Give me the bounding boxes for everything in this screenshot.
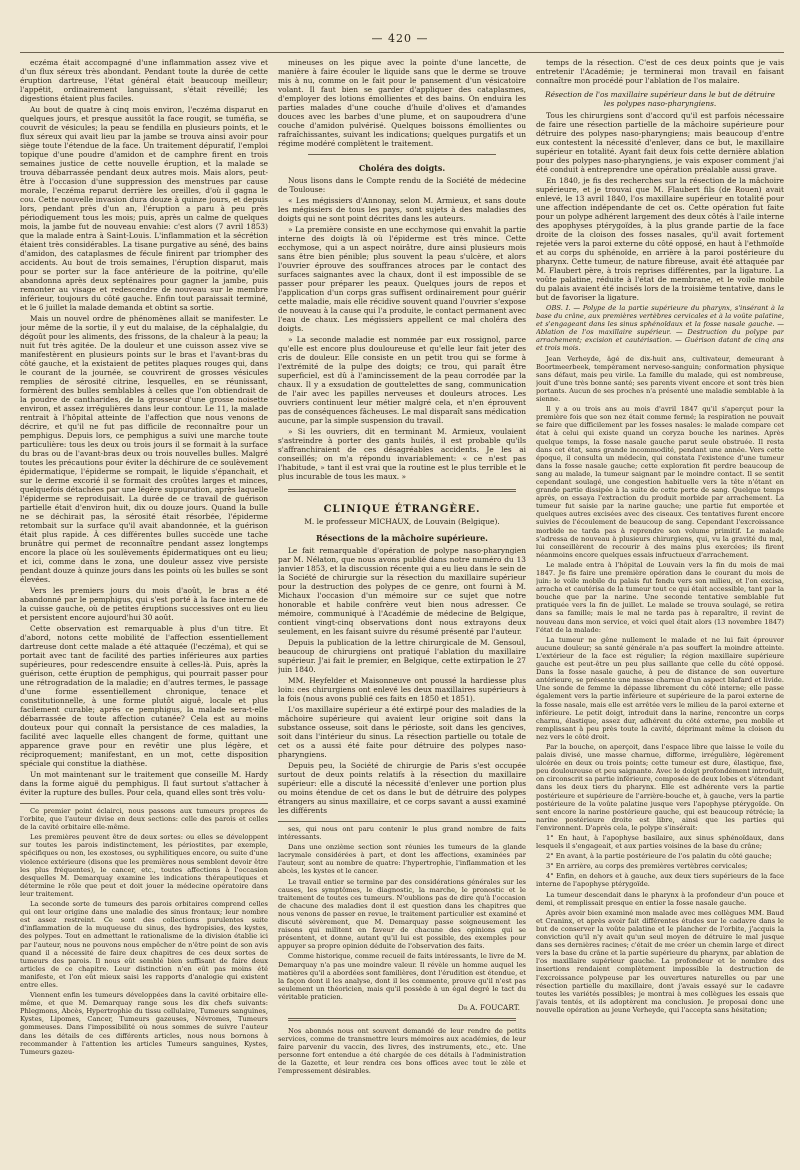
paragraph: Mais un nouvel ordre de phénomènes allait se manifester. Le jour même de la sortie, il y eut du malaise, de la céphalalgie, du dégoût pour les aliments, des frissons, de la chaleur à la peau; la nuit fut très agitée. De la douleur et une cuisson assez vive se manifestèrent en plusieurs points sur le bras et l'avant-bras du côté gauche, et la existaient de petites plaques rouges qui, dans le courant de la journée, se couvrirent de grosses vésicules remplies de sérosité citrine, lesquelles, en se réunissant, formèrent des bulles semblables à celles que l'on obtiendrait de la poudre de cantharides, de la grosseur d'une grosse noisette environ, et assez irrégulières dans leur contour. Le 11, la malade rentrait à l'hôpital atteinte de l'affection que nous venons de décrire, et qu'il ne fut pas difficile de reconnaître pour un pemphigus. Depuis lors, ce pemphigus a suivi une marche toute particulière: tous les deux ou trois jours il se formait à la surface du bras ou de l'avant-bras deux ou trois nouvelles bulles. Malgré toutes les précautions pour éviter la déchirure de ce soulèvement épidermatique, l'épiderme se rompait, le liquide s'épanchait, et sur le derme excorié il se formait des croûtes larges et minces, quelquefois détachées par une légère suppuration, après laquelle l'épiderme se reproduisait. La durée de ce travail de guérison partielle était d'environ huit, dix ou douze jours. Quand la bulle ne se déchirait pas, la sérosité était résorbée, l'épiderme retombait sur la surface qu'il avait abandonnée, et la guérison était plus rapide. À ces différentes bulles succède une tache brunâtre qui permet de reconnaître pendant assez longtemps encore la place où les soulèvements épidermatiques ont eu lieu; et ici, comme dans le zona, une douleur assez vive persiste pendant douze à quinze jours dans les points où les bulles se sont élevées. [20, 314, 268, 584]
paragraph: eczéma était accompagné d'une inflammation assez vive et d'un flux séreux très abondant. Pendant toute la durée de cette éruption dartreuse, l'état général était beaucoup meilleur; l'appétit, ordinairement languissant, s'était réveillé; les digestions étaient plus faciles. [20, 58, 268, 103]
clinique-subheading: M. le professeur MICHAUX, de Louvain (Belgique). [304, 517, 500, 526]
cholera-heading: Choléra des doigts. [358, 163, 446, 173]
paragraph: Au bout de quatre à cinq mois environ, l'eczéma disparut en quelques jours, et presque aussitôt la face rougit, se tuméfia, se couvrit de vésicules; la peau se fendilla en plusieurs points, et le flux séreux qui avait lieu par la jambe se trouva ainsi avoir pour siège toute l'étendue de la face. Un traitement dépuratif, l'emploi topique d'une poudre d'amidon et de camphre firent en trois semaines justice de cette nouvelle éruption, et la malade se trouva débarrassée pendant deux autres mois. Mais alors, peut-être à l'occasion d'une suppression des menstrues par cause morale, l'eczéma reparut derrière les oreilles, d'où il gagna le cou. Cette nouvelle invasion dura douze à quinze jours, et depuis lors, pendant près d'un an, l'éruption a paru à peu près périodiquement tous les mois; puis, après un calme de quelques mois, la jambe fut de nouveau envahie: c'est alors (7 avril 1853) que la malade entra à Saint-Louis. L'inflammation et la sécrétion étaient très considérables. La tisane purgative au séné, des bains d'amidon, des cataplasmes de fécule finirent par triompher des accidents. Au bout de trois semaines, l'éruption disparut, mais pour se porter sur la face antérieure de la poitrine, qu'elle abandonna après deux septénaires pour gagner la jambe, puis remonter au visage et redescendre de nouveau sur le membre inférieur, toujours du côté gauche. Enfin tout paraissait terminé, et le 6 juillet la malade demanda et obtint sa sortie. [20, 105, 268, 312]
resection-heading: Résections de la mâchoire supérieure. [316, 533, 488, 543]
paragraph: mineuses on les pique avec la pointe d'une lancette, de manière à faire écouler le liquide sans que le derme se trouve mis à nu, comme on le fait pour le pansement d'un vésicatoire volant. Il faut bien se garder d'appliquer des cataplasmes, d'employer des lotions émollientes et des bains. On enduira les parties malades d'une couche d'huile d'olives et d'amandes douces avec les barbes d'une plume, et on saupoudrera d'une couche d'amidon pulvérisé. Quelques boissons émollientes ou rafraîchissantes, suivant les indications; quelques purgatifs et un régime modéré complètent le traitement. [278, 58, 526, 148]
paragraph: Viennent enfin les tumeurs développées dans la cavité orbitaire elle-même, et que M. Demarquay range sous les dix chefs suivants: Phlegmons, Abcès, Hypertrophie du tissu cellulaire, Tumeurs sanguines, Kystes, Lipomes, Cancer, Tumeurs gazeuses, Névromes, Tumeurs gommeuses. Dans l'impossibilité où nous sommes de suivre l'auteur dans les détails de ces différents articles, nous nous bornons à recommander à l'attention les articles Tumeurs sanguines, Kystes, Tumeurs gazeu- [20, 991, 268, 1056]
paragraph: 4° Enfin, en dehors et à gauche, aux deux tiers supérieurs de la face interne de l'apophyse ptérygoïde. [536, 872, 784, 889]
paragraph: La seconde sorte de tumeurs des parois orbitaires comprend celles qui ont leur origine dans une maladie des sinus frontaux; leur nombre est assez restreint. Ce sont des collections purulentes suite d'inflammation de la muqueuse du sinus, des hydropisies, des kystes, des polypes. Tout en admettant le rationalisme de la division établie ici par l'auteur, nous ne pouvons nous empêcher de n'être point de son avis quand il a nécessité de faire deux chapitres de ces deux sortes de tumeurs des parois. Il nous eût semblé bien suffisant de faire deux articles de ce chapitre. Leur distinction n'en eût pas moins été manifeste, et l'on eût mieux saisi les rapports d'analogie qui existent entre elles. [20, 900, 268, 989]
paragraph: Après avoir bien examiné mon malade avec mes collègues MM. Baud et Craninx, et après avoir fait différentes études sur le cadavre dans le but de conserver la voûte palatine et le plancher de l'orbite, j'acquis la conviction qu'il n'y avait qu'un seul moyen de détruire le mal jusque dans ses dernières racines; c'était de me créer un chemin large et direct vers la base du crâne et la partie supérieure du pharynx, par ablation de l'os maxillaire supérieur gauche. La profondeur et le nombre des insertions rendaient complètement impossible la destruction de l'excroissance polypeuse par les ouvertures naturelles ou par une résection partielle du maxillaire, dont j'avais essayé sur le cadavre toutes les variétés possibles; je montrai à mes collègues les essais que j'avais tentés, et ils adoptèrent ma conclusion. Je proposai donc une nouvelle opération au jeune Verheyde, qui l'accepta sans hésitation; [536, 908, 784, 1014]
paragraph: 3° En arrière, au corps des premières vertèbres cervicales; [546, 862, 748, 871]
page-number: — 420 — [371, 32, 429, 45]
paragraph: Dans une onzième section sont réunies les tumeurs de la glande lacrymale considérées à part, et dont les affections, examinées par l'auteur, sont au nombre de quatre: l'hypertrophie, l'inflammation et les abcès, les kystes et le cancer. [278, 843, 526, 876]
paragraph: Le malade entra à l'hôpital de Louvain vers la fin du mois de mai 1847. Je fis faire une première opération dans le courant du mois de juin: le voile mobile du palais fut fendu vers son milieu, et l'on excisa, arracha et cautérisa de la tumeur tout ce qui était accessible, tant par la bouche que par la narine. Une seconde tentative semblable fut pratiquée vers la fin de juillet. Le malade se trouva soulagé, se retira dans sa famille; mais le mal ne tarda pas à reparaître, il revint de nouveau dans mon service, et voici quel était alors (13 novembre 1847) l'état de la malade: [536, 560, 784, 634]
header-rule [20, 52, 784, 53]
column-1-text [20, 58, 268, 799]
column-3 [536, 58, 784, 1158]
clinique-heading: CLINIQUE ÉTRANGÈRE. [323, 504, 481, 515]
paragraph: Cette observation est remarquable à plus d'un titre. Et d'abord, notons cette mobilité de l'affection essentiellement dartreuse dont cette malade a été attaquée (l'eczéma), et qui se portait avec tant de facilité des parties inférieures aux parties supérieures, pour redescendre ensuite à celles-là. Puis, après la guérison, cette éruption de pemphigus, qui pourrait passer pour une rétrogradation de la maladie; en d'autres termes, le passage d'une forme essentiellement chronique, tenace et constitutionnelle, à une forme plutôt aiguë, locale et plus facilement curable; après ce pemphigus, la malade sera-t-elle débarrassée de toute affection cutanée? Cela est au moins douteux pour qui connaît la persistance de ces maladies, la facilité avec laquelle elles changent de forme, quittant une apparence grave pour en revêtir une plus légère, et réciproquement; manifestant, en un mot, cette disposition spéciale qui constitue la diathèse. [20, 624, 268, 768]
paragraph: 1° En haut, à l'apophyse basilaire, aux sinus sphénoïdaux, dans lesquels il s'engageait, et aux parties voisines de la base du crâne; [536, 834, 784, 851]
paragraph: Jean Verheyde, âgé de dix-huit ans, cultivateur, demeurant à Boortmeerbeek, tempérament nerveso-sanguin; conformation physique sans défaut, mais peu virile. La famille du malade, qui est nombreuse, jouit d'une très bonne santé; ses parents vivent encore et sont très bien portants. Aucun de ses proches n'a présenté une maladie semblable à la sienne. [536, 354, 784, 404]
column-2-footnotes [278, 821, 526, 1078]
subscriber-notice: Nos abonnés nous ont souvent demandé de leur rendre de petits services, comme de transmettre leurs mémoires aux académies, de leur faire parvenir du vaccin, des livres, des instruments, etc., etc. Une personne fort entendue a été chargée de ces détails à l'administration de la Gazette, et leur rendra ces bons offices avec tout le zèle et l'empressement désirables. [278, 1026, 526, 1076]
paragraph: 2° En avant, à la partie postérieure de l'os palatin du côté gauche; [546, 852, 772, 861]
paragraph: Il y a ou trois ans au mois d'avril 1847 qu'il s'aperçut pour la première fois que son nez était comme fermé; la respiration ne pouvait se faire que difficilement par les fosses nasales: le malade compare cet état à celui qui existe quand un coryza bouche les narines. Après quelque temps, la fosse nasale gauche parut seule obstruée. Il resta dans cet état, sans grande incommodité, pendant une année. Vers cette époque, il consulta un médecin, qui constata l'existence d'une tumeur dans la fosse nasale gauche; cette exploration fit perdre beaucoup de sang au malade, la tumeur saignant par le moindre contact. Il se sentit cependant soulagé, une congestion habituelle vers la tête n'étant en grande partie dissipée à la suite de cette perte de sang. Quelque temps après, on essaya l'extraction du produit morbide par arrachement. La tumeur fut saisie par la narine gauche; une partie fut emportée et quelques autres excisées avec des ciseaux. Ces tentatives furent encore suivies de l'écoulement de beaucoup de sang. Cependant l'excroissance morbide ne tarda pas à reprendre son volume primitif. Le malade s'adressa de nouveau à plusieurs chirurgiens, qui, vu la gravité du mal, lui conseillèrent de recourir à des mains plus exercées; ils firent néanmoins encore quelques essais infructueux d'arrachement. [536, 405, 784, 559]
paragraph: ses, qui nous ont paru contenir le plus grand nombre de faits intéressants. [278, 825, 526, 842]
resection-subtitle: Résection de l'os maxillaire supérieur dans le but de détruire les polypes naso-pharyngiens. [545, 90, 775, 108]
paragraph: L'os maxillaire supérieur a été extirpé pour des maladies de la mâchoire supérieure qui avaient leur origine soit dans la substance osseuse, soit dans le périoste, soit dans les gencives, soit dans l'intérieur du sinus. La résection partielle ou totale de cet os a aussi été faite pour détruire des polypes naso-pharyngiens. [278, 705, 526, 759]
paragraph: Ce premier point éclairci, nous passons aux tumeurs propres de l'orbite, que l'auteur divise en deux sections: celle des parois et celles de la cavité orbitaire elle-même. [20, 807, 268, 832]
section-rule [288, 1018, 516, 1021]
resection-article [278, 546, 526, 817]
paragraph: Comme historique, comme recueil de faits intéressants, le livre de M. Demarquay n'a pas une moindre valeur. Il révèle un homme auquel les matières qu'il a abordées sont familières, dont l'érudition est étendue, et la façon dont il les analyse, dont il les commente, prouve qu'il n'est pas seulement un théoricien, mais qu'il possède à un égal degré le tact du véritable praticien. [278, 952, 526, 1001]
section-rule [288, 489, 516, 492]
signature: Dr A. FOUCART. [457, 1002, 520, 1012]
observation-text [536, 355, 784, 1014]
paragraph: Par la bouche, on aperçoit, dans l'espace libre que laisse le voile du palais divisé, une masse charnue, difforme, irrégulière, légèrement ulcérée en deux ou trois points; cette tumeur est dure, élastique, fixe, peu douloureuse et peu saignante. Avec le doigt profondément introduit, on circonscrit sa partie inférieure, composée de deux lobes et s'étendant dans les deux tiers du pharynx. Elle est adhérente vers la partie postérieure et supérieure de l'arrière-bouche et, à gauche, vers la partie postérieure de la voûte palatine jusque vers l'apophyse ptérygoïde. On sent encore la narine postérieure gauche, qui est beaucoup rétrécie; la narine postérieure droite est libre, ainsi que les parties qui l'environnent. D'après cela, le polype s'insérait: [536, 742, 784, 832]
paragraph: Tous les chirurgiens sont d'accord qu'il est parfois nécessaire de faire une résection partielle de la mâchoire supérieure pour détruire des polypes naso-pharyngiens; mais beaucoup d'entre eux contestent la nécessité d'enlever, dans ce but, le maxillaire supérieur en totalité. Ayant fait deux fois cette dernière ablation pour des polypes naso-pharyngiens, je vais exposer comment j'ai été conduit à entreprendre une opération préalable aussi grave. [536, 111, 784, 174]
section-rule [308, 154, 496, 155]
paragraph: Vers les premiers jours du mois d'août, le bras a été abandonné par le pemphigus, qui s'est porté à la face interne de la cuisse gauche, où de petites éruptions successives ont eu lieu et persistent encore aujourd'hui 30 août. [20, 586, 268, 622]
paragraph: MM. Heyfelder et Maisonneuve ont poussé la hardiesse plus loin: ces chirurgiens ont enlevé les deux maxillaires supérieurs à la fois (nous avons publié ces faits en 1850 et 1851). [278, 676, 526, 703]
observation-title: OBS. I. — Polype de la partie supérieure du pharynx, s'insérant à la base du crâne, aux premières vertèbres cervicales et à la voûte palatine, et s'engageant dans les sinus sphénoïdaux et la fosse nasale gauche. — Ablation de l'os maxillaire supérieur. — Destruction du polype par arrachement; excision et cautérisation. — Guérison datant de cinq ans et trois mois. [536, 304, 784, 353]
paragraph: » La seconde maladie est nommée par eux rossignol, parce qu'elle est encore plus douloureuse et qu'elle leur fait jeter des cris de douleur. Elle consiste en un petit trou qui se forme à l'extrémité de la pulpe des doigts; ce trou, qui paraît être superficiel, est dû à l'amincissement de la peau corrodée par la chaux. Il y a exsudation de gouttelettes de sang, communication de l'air avec les papilles nerveuses et douleurs atroces. Les ouvriers continuent leur métier malgré cela, et n'en éprouvent pas de conséquences fâcheuses. Le mal disparaît sans médication aucune, par la simple suspension du travail. [278, 335, 526, 425]
paragraph: En 1840, je fis des recherches sur la résection de la mâchoire supérieure, et je trouvai que M. Flaubert fils (de Rouen) avait enlevé, le 13 avril 1840, l'os maxillaire supérieur en totalité pour une affection indépendante de cet os. Cette opération fut faite pour un polype adhérent largement des deux côtés à l'aile interne des apophyses ptérygoïdes, à la plus grande partie de la face droite de la cloison des fosses nasales, qu'il avait fortement rejetée vers la paroi externe du côté opposé, en haut à l'ethmoïde et au corps du sphénoïde, en arrière à la paroi postérieure du pharynx. Cette tumeur, de nature fibreuse, avait été attaquée par M. Flaubert père, à trois reprises différentes, par la ligature. La voûte palatine, réduite à l'état de membrane, et le voile mobile du palais avaient été incisés lors de la troisième tentative, dans le but de favoriser la ligature. [536, 176, 784, 302]
paragraph: Nous lisons dans le Compte rendu de la Société de médecine de Toulouse: [278, 176, 526, 194]
column-2 [278, 58, 526, 1158]
pemphigus-continued [278, 58, 526, 150]
paragraph: Les premières peuvent être de deux sortes: ou elles se développent sur toutes les parois indistinctement, les périostites, par exemple, spécifiques ou non, les exostoses, ou syphilitiques encore, ou suite d'une violence extérieure (disons que les premières nous semblent devoir être les plus fréquentes), le cancer, etc., toutes affections à l'occasion desquelles M. Demarquay examine les indications thérapeutiques et détermine le rôle que peut et doit jouer la médecine opératoire dans leur traitement. [20, 833, 268, 898]
column-3-intro: temps de la résection. C'est de ces deux points que je vais entretenir l'Académie; je terminerai mon travail en faisant connaître mon procédé pour l'ablation de l'os malaire. [536, 58, 784, 85]
paragraph: » La première consiste en une ecchymose qui envahit la partie interne des doigts là où l'épiderme est très mince. Cette ecchymose, qui a un aspect noirâtre, dure ainsi plusieurs mois sans être bien pénible; plus souvent la peau s'ulcère, et alors l'ouvrier éprouve des souffrances atroces par le contact des surfaces saignantes avec la chaux, dont il est impossible de se passer pour préparer les peaux. Quelques jours de repos et l'application d'un corps gras suffisent ordinairement pour guérir cette maladie, mais elle récidive souvent quand l'ouvrier s'expose de nouveau à la cause qui l'a produite, le contact permanent avec l'eau de chaux. Les mégissiers appellent ce mal choléra des doigts. [278, 225, 526, 333]
paragraph: Depuis peu, la Société de chirurgie de Paris s'est occupée surtout de deux points relatifs à la résection du maxillaire supérieur: elle a discuté la nécessité d'enlever une portion plus ou moins étendue de cet os dans le but de détruire des polypes étrangers au sinus maxillaire, et ce corps savant a aussi examiné les différents [278, 761, 526, 815]
paragraph: « Les mégissiers d'Annonay, selon M. Armieux, et sans doute les mégissiers de tous les pays, sont sujets à des maladies des doigts qui ne sont point décrites dans les auteurs. [278, 196, 526, 223]
paragraph: La tumeur ne gêne nullement le malade et ne lui fait éprouver aucune douleur; sa santé générale n'a pas souffert la moindre atteinte. L'extérieur de la face est régulier; la région maxillaire supérieure gauche est peut-être un peu plus saillante que celle du côté opposé. Dans la fosse nasale gauche, à peu de distance de son ouverture antérieure, se présente une masse charnue d'un aspect blafard et livide. Une sonde de femme la dépasse librement du côté interne; elle passe également vers la partie inférieure et supérieure de la paroi externe de la fosse nasale, mais elle est arrêtée vers le milieu de la paroi externe et inférieure. Le petit doigt, introduit dans la narine, rencontre un corps charnu, élastique, assez dur, adhérent du côté externe, peu mobile et remplissant à peu près toute la cavité, déprimant même la cloison du nez vers le côté droit. [536, 635, 784, 741]
paragraph: Le fait remarquable d'opération de polype naso-pharyngien par M. Nélaton, que nous avons publié dans notre numéro du 13 janvier 1853, et la discussion récente qui a eu lieu dans le sein de la Société de chirurgie sur la résection du maxillaire supérieur pour la destruction des polypes de ce genre, ont fourni à M. Michaux l'occasion d'un mémoire sur ce sujet que notre honorable et habile confrère veut bien nous adresser. Ce mémoire, communiqué à l'Académie de médecine de Belgique, contient vingt-cinq observations dont nous extrayons deux seulement, en les faisant suivre du résumé présenté par l'auteur. [278, 546, 526, 636]
column-3-text [536, 111, 784, 304]
column-1 [20, 58, 268, 1158]
paragraph: » Si les ouvriers, dit en terminant M. Armieux, voulaient s'astreindre à porter des gants huilés, il est probable qu'ils s'affranchiraient de ces désagréables accidents. Je les ai conseillés; on m'a répondu invariablement: « ce n'est pas l'habitude, » tant il est vrai que la routine est le plus terrible et le plus incurable de tous les maux. » [278, 427, 526, 481]
column-1-footnotes [20, 803, 268, 1058]
paragraph: La tumeur descendait dans le pharynx à la profondeur d'un pouce et demi, et remplissait presque en entier la fosse nasale gauche. [536, 890, 784, 907]
cholera-article [278, 176, 526, 483]
columns [20, 58, 784, 1158]
paragraph: Le travail entier se termine par des considérations générales sur les causes, les symptômes, le diagnostic, la marche, le pronostic et le traitement de toutes ces tumeurs. N'oublions pas de dire qu'à l'occasion de chacune des maladies dont il est question dans les chapitres que nous venons de passer en revue, le traitement particulier est examiné et discuté sévèrement, que M. Demarquay passe soigneusement les raisons qui militent en faveur de chacune des opinions qui se présentent, et donne, autant qu'il lui est possible, des exemples pour appuyer sa propre opinion déduite de l'observation des faits. [278, 877, 526, 951]
paragraph: Un mot maintenant sur le traitement que conseille M. Hardy dans la forme aiguë du pemphigus. Il faut surtout s'attacher à éviter la rupture des bulles. Pour cela, quand elles sont très volu- [20, 770, 268, 797]
paragraph: Depuis la publication de la lettre chirurgicale de M. Gensoul, beaucoup de chirurgiens ont pratiqué l'ablation du maxillaire supérieur. J'ai fait le premier, en Belgique, cette extirpation le 27 juin 1840. [278, 638, 526, 674]
